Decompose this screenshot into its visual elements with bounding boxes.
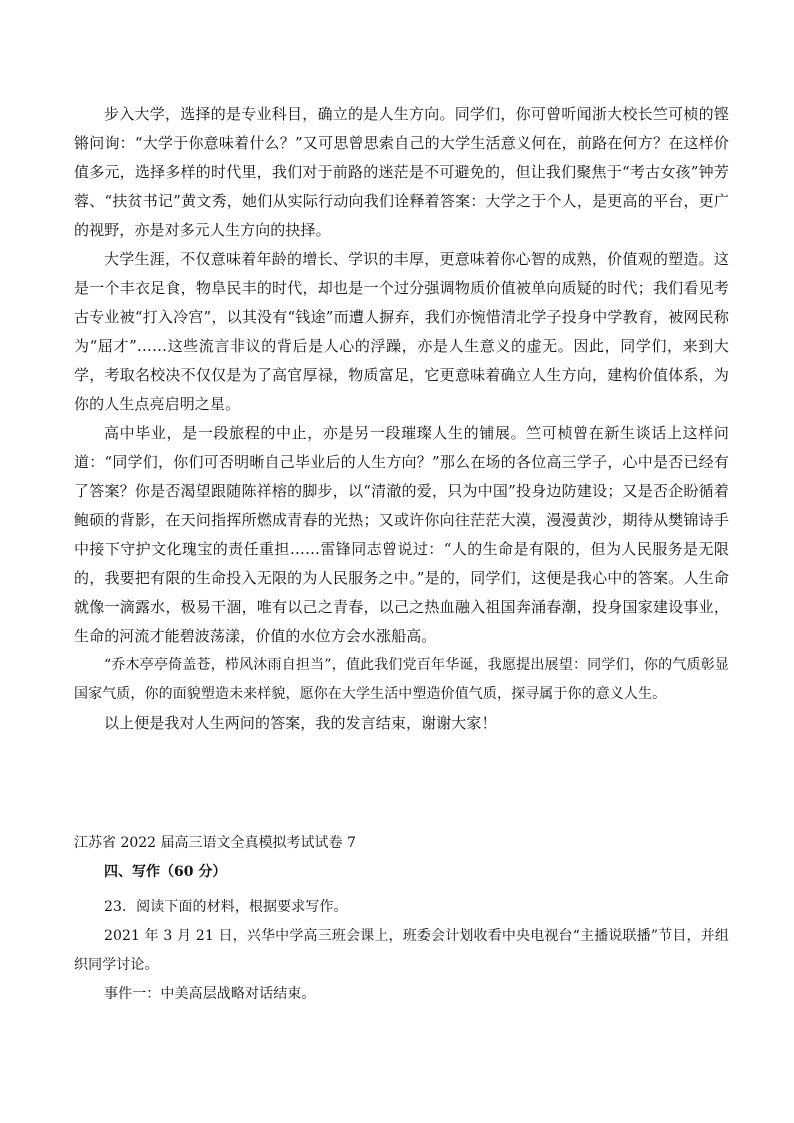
exam-source-title: 江苏省 2022 届高三语文全真模拟考试试卷 7 xyxy=(74,835,356,851)
section-heading: 四、写作（60 分） xyxy=(104,864,227,880)
material-paragraph: 2021 年 3 月 21 日，兴华中学高三班会课上，班委会计划收看中央电视台“主播说联播”节目，并组织同学讨论。 xyxy=(74,928,729,973)
essay-paragraph-2: 大学生涯，不仅意味着年龄的增长、学识的丰厚，更意味着你心智的成熟，价值观的塑造。这是一个丰衣足食，物阜民丰的时代，却也是一个过分强调物质价值被单向质疑的时代；我们看见考古专业被“打入冷宫”，以其没有“钱途”而遭人摒弃，我们亦惋惜清北学子投身中学教育，被网民称为“屈才”……这些流言非议的背后是人心的浮躁，亦是人生意义的虚无。因此，同学们，来到大学，考取名校决不仅仅是为了高官厚禄，物质富足，它更意味着确立人生方向，建构价值体系，为你的人生点亮启明之星。 xyxy=(74,250,729,413)
event-one-line: 事件一：中美高层战略对话结束。 xyxy=(104,986,316,1002)
question-line: 23．阅读下面的材料，根据要求写作。 xyxy=(104,899,348,915)
essay-paragraph-5: 以上便是我对人生两问的答案，我的发言结束，谢谢大家！ xyxy=(104,714,497,732)
essay-paragraph-1: 步入大学，选择的是专业科目，确立的是人生方向。同学们，你可曾听闻浙大校长竺可桢的铿锵问询：“大学于你意味着什么？”又可思曾思索自己的大学生活意义何在，前路在何方？在这样价值多元，选择多样的时代里，我们对于前路的迷茫是不可避免的，但让我们聚焦于“考古女孩”钟芳蓉、“扶贫书记”黄文秀，她们从实际行动向我们诠释着答案：大学之于个人，是更高的平台，更广的视野，亦是对多元人生方向的抉择。 xyxy=(74,105,729,239)
exam-prompt xyxy=(74,893,729,1009)
essay-paragraph-3: 高中毕业，是一段旅程的中止，亦是另一段璀璨人生的铺展。竺可桢曾在新生谈话上这样问道：“同学们，你们可否明晰自己毕业后的人生方向？”那么在场的各位高三学子，心中是否已经有了答案？你是否渴望跟随陈祥榕的脚步，以“清澈的爱，只为中国”投身边防建设；又是否企盼循着鲍硕的背影，在天问指挥所燃成青春的光热；又或许你向往茫茫大漠，漫漫黄沙，期待从樊锦诗手中接下守护文化瑰宝的责任重担……雷锋同志曾说过：“人的生命是有限的，但为人民服务是无限的，我要把有限的生命投入无限的为人民服务之中。”是的，同学们，这便是我心中的答案。人生命就像一滴露水，极易干涸，唯有以己之青春，以己之热血融入祖国奔涌春潮，投身国家建设事业，生命的河流才能碧波荡漾，价值的水位方会水涨船高。 xyxy=(74,424,729,645)
essay-body xyxy=(74,100,729,738)
essay-paragraph-4: “乔木亭亭倚盖苍，栉风沐雨自担当”，值此我们党百年华诞，我愿提出展望：同学们，你的气质彰显国家气质，你的面貌塑造未来样貌，愿你在大学生活中塑造价值气质，探寻属于你的意义人生。 xyxy=(74,657,729,702)
